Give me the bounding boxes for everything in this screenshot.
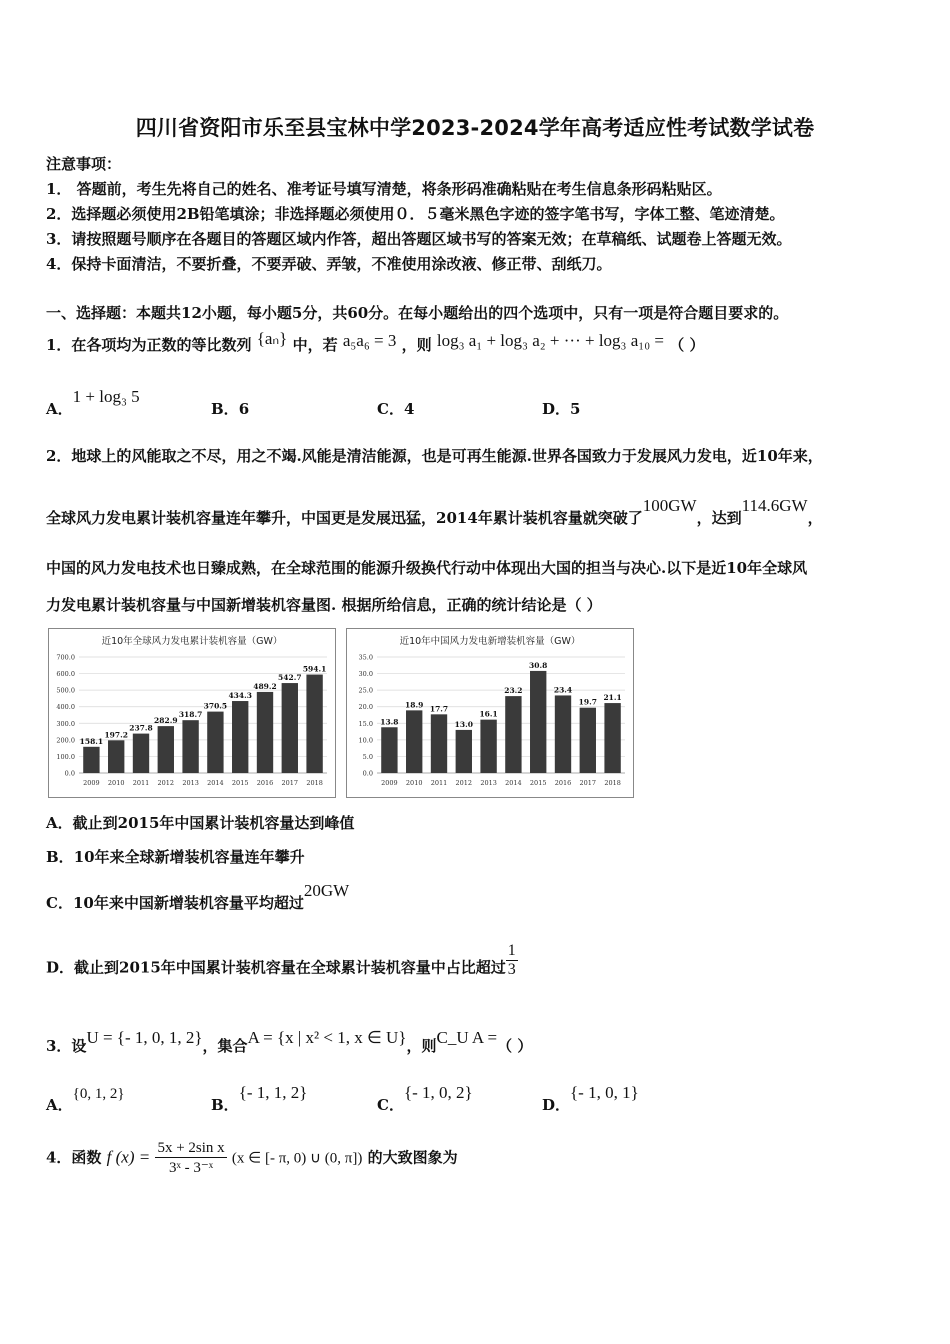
q1-option-a [46, 387, 140, 419]
q1-option-c-label: C． [377, 400, 404, 418]
data-label-2017: 19.7 [578, 697, 597, 707]
q3-option-d [542, 1083, 639, 1115]
q2-value-114gw: 114.6GW [741, 496, 808, 515]
data-label-2011: 237.8 [129, 723, 153, 733]
bar-2010 [406, 710, 422, 773]
x-tick-label: 2014 [207, 779, 224, 787]
q1-option-d-text: 5 [570, 400, 581, 418]
q1-option-a-text: 1 + log₃ 5 [72, 387, 140, 406]
q1-option-b-text: 6 [238, 400, 250, 418]
y-tick-label: 500.0 [56, 686, 75, 695]
q3-prefix: 3．设 [46, 1037, 87, 1055]
y-tick-label: 10.0 [358, 736, 373, 745]
x-tick-label: 2011 [430, 779, 448, 787]
x-tick-label: 2016 [256, 779, 274, 787]
x-tick-label: 2009 [381, 779, 398, 787]
q2-option-d-fraction [506, 942, 518, 979]
q2-option-c-text: 10年来中国新增装机容量平均超过 [72, 894, 304, 912]
y-tick-label: 35.0 [358, 653, 373, 662]
q1-option-c [377, 398, 414, 419]
q3-set-a: A = {x | x² < 1, x ∈ U} [247, 1028, 407, 1047]
q3-option-a [46, 1086, 125, 1115]
q3-mid: ，集合 [202, 1037, 248, 1055]
chart-global-cumulative [48, 628, 336, 798]
q2-option-c [46, 881, 350, 913]
bar-2011 [431, 714, 447, 773]
q2-option-c-math: 20GW [303, 881, 350, 900]
x-tick-label: 2013 [182, 779, 199, 787]
fraction-numerator: 1 [507, 942, 516, 959]
q1-option-c-text: 4 [403, 400, 415, 418]
question-3 [46, 1028, 533, 1056]
x-tick-label: 2015 [231, 779, 249, 787]
bar-2013 [182, 720, 198, 773]
bar-2013 [480, 720, 496, 773]
data-label-2013: 318.7 [178, 710, 203, 720]
q2-line-2b: ，达到 [696, 509, 742, 527]
y-tick-label: 100.0 [56, 752, 75, 761]
bar-2009 [381, 727, 397, 773]
y-tick-label: 0.0 [64, 769, 75, 778]
x-tick-label: 2009 [83, 779, 100, 787]
q4-numerator: 5x + 2sin x [157, 1140, 225, 1156]
bar-2010 [108, 740, 124, 773]
x-tick-label: 2012 [455, 779, 473, 787]
q1-sequence: {aₙ} [256, 329, 288, 348]
data-label-2018: 21.1 [603, 693, 622, 703]
x-tick-label: 2011 [132, 779, 150, 787]
q3-option-a-text: {0, 1, 2} [72, 1086, 125, 1102]
y-tick-label: 20.0 [358, 703, 373, 712]
question-1 [46, 329, 705, 355]
bar-2017 [282, 683, 298, 773]
x-tick-label: 2012 [157, 779, 175, 787]
q2-option-a [46, 812, 354, 833]
q2-option-d [46, 942, 518, 987]
notice-heading: 注意事项： [46, 155, 122, 173]
data-label-2012: 282.9 [154, 716, 178, 726]
y-tick-label: 400.0 [56, 703, 75, 712]
bar-2014 [505, 696, 521, 773]
bar-2015 [530, 671, 546, 773]
q3-option-d-text: {- 1, 0, 1} [570, 1083, 639, 1102]
q1-option-b-label: B． [211, 400, 239, 418]
bar-2016 [555, 695, 571, 773]
q4-domain: (x ∈ [- π, 0) ∪ (0, π]) [231, 1150, 363, 1167]
data-label-2015: 30.8 [529, 660, 548, 670]
q2-option-b [46, 846, 305, 867]
q3-option-b-label: B． [211, 1096, 239, 1114]
q3-option-c-text: {- 1, 0, 2} [403, 1083, 473, 1102]
q1-expression: log₃ a₁ + log₃ a₂ + ··· + log₃ a₁₀ = [436, 331, 664, 350]
q2-line-4: 力发电累计装机容量与中国新增装机容量图. 根据所给信息，正确的统计结论是（ ） [46, 596, 602, 614]
q2-value-100gw: 100GW [642, 496, 697, 515]
bar-2012 [456, 730, 472, 773]
y-tick-label: 15.0 [358, 719, 373, 728]
q3-option-b [211, 1083, 308, 1115]
y-tick-label: 700.0 [56, 653, 75, 662]
data-label-2015: 434.3 [228, 691, 252, 701]
q3-set-u: U = {- 1, 0, 1, 2} [86, 1028, 203, 1047]
chart-global-svg [49, 629, 335, 797]
notice-item-4: 4．保持卡面清洁，不要折叠，不要弄破、弄皱，不准使用涂改液、修正带、刮纸刀。 [46, 255, 612, 273]
data-label-2013: 16.1 [479, 709, 498, 719]
q3-option-b-text: {- 1, 1, 2} [238, 1083, 308, 1102]
x-tick-label: 2010 [107, 779, 125, 787]
y-tick-label: 600.0 [56, 670, 75, 679]
q1-suffix: （ ） [669, 336, 705, 354]
data-label-2009: 13.8 [380, 717, 399, 727]
section-heading: 一、选择题：本题共12小题，每小题5分，共60分。在每小题给出的四个选项中，只有一项是符合题目要求的。 [46, 304, 789, 322]
q2-option-d-label: D． [46, 958, 75, 977]
x-tick-label: 2010 [405, 779, 423, 787]
q2-option-b-label: B． [46, 848, 74, 866]
data-label-2014: 370.5 [203, 701, 228, 711]
x-tick-label: 2016 [554, 779, 572, 787]
y-tick-label: 200.0 [56, 736, 75, 745]
notice-item-2: 2．选择题必须使用2B铅笔填涂；非选择题必须使用０．５毫米黑色字迹的签字笔书写，字体工整、笔迹清楚。 [46, 205, 785, 223]
x-tick-label: 2015 [529, 779, 547, 787]
q1-option-d-label: D． [542, 400, 571, 418]
x-tick-label: 2014 [505, 779, 522, 787]
page-title: 四川省资阳市乐至县宝林中学2023-2024学年高考适应性考试数学试卷 [135, 116, 815, 140]
bar-2017 [580, 708, 596, 773]
x-tick-label: 2017 [281, 779, 299, 787]
data-label-2010: 18.9 [405, 700, 424, 710]
chart-china-new [346, 628, 634, 798]
bar-2014 [207, 712, 223, 773]
q1-condition: a₅a₆ = 3 [342, 331, 397, 350]
notice-item-1: 1． 答题前，考生先将自己的姓名、准考证号填写清楚，将条形码准确粘贴在考生信息条形码粘贴区。 [46, 180, 722, 198]
q4-suffix: 的大致图象为 [367, 1148, 458, 1167]
bar-2011 [133, 734, 149, 773]
q2-option-c-label: C． [46, 894, 73, 912]
q1-then: ，则 [401, 336, 432, 354]
data-label-2016: 23.4 [553, 685, 573, 695]
y-tick-label: 0.0 [362, 769, 373, 778]
q2-line-2c: ， [807, 509, 823, 527]
bar-2012 [158, 726, 174, 773]
q3-suffix: （ ） [497, 1037, 533, 1055]
q1-option-d [542, 398, 580, 419]
data-label-2010: 197.2 [104, 730, 128, 740]
y-tick-label: 25.0 [358, 686, 373, 695]
q2-line-1: 2．地球上的风能取之不尽，用之不竭.风能是清洁能源，也是可再生能源.世界各国致力于发展风力发电，近10年来， [46, 447, 823, 465]
question-4 [46, 1140, 458, 1177]
q4-denominator: 3ˣ - 3⁻ˣ [169, 1160, 214, 1176]
bar-2018 [306, 675, 322, 773]
x-tick-label: 2018 [604, 779, 621, 787]
x-tick-label: 2018 [306, 779, 323, 787]
q1-prefix: 1．在各项均为正数的等比数列 [46, 336, 252, 354]
y-tick-label: 30.0 [358, 670, 373, 679]
q1-option-a-label: A． [46, 400, 73, 418]
q4-prefix: 4．函数 [46, 1148, 102, 1167]
x-tick-label: 2017 [579, 779, 597, 787]
data-label-2017: 542.7 [278, 673, 302, 683]
y-tick-label: 300.0 [56, 719, 75, 728]
q4-fraction [155, 1140, 226, 1177]
data-label-2009: 158.1 [79, 736, 104, 746]
q1-mid: 中，若 [292, 336, 338, 354]
chart-china-svg [347, 629, 633, 797]
bar-2018 [604, 703, 620, 773]
q3-expression: C_U A = [436, 1028, 498, 1047]
q2-option-d-text: 截止到2015年中国累计装机容量在全球累计装机容量中占比超过 [74, 958, 506, 977]
bar-2016 [257, 692, 273, 773]
q2-line-3: 中国的风力发电技术也日臻成熟，在全球范围的能源升级换代行动中体现出大国的担当与决心.以下是近10年全球风 [46, 559, 808, 577]
chart-title: 近10年全球风力发电累计装机容量（GW） [101, 636, 283, 647]
bar-2015 [232, 701, 248, 773]
data-label-2011: 17.7 [429, 704, 449, 714]
q2-option-a-label: A． [46, 814, 73, 832]
data-label-2014: 23.2 [504, 686, 523, 696]
q2-option-a-text: 截止到2015年中国累计装机容量达到峰值 [72, 814, 355, 832]
q1-option-b [211, 398, 249, 419]
q2-option-b-text: 10年来全球新增装机容量连年攀升 [73, 848, 305, 866]
data-label-2016: 489.2 [253, 681, 277, 691]
y-tick-label: 5.0 [362, 752, 373, 761]
q3-option-c-label: C． [377, 1096, 404, 1114]
q2-line-2a: 全球风力发电累计装机容量连年攀升，中国更是发展迅猛，2014年累计装机容量就突破了 [46, 509, 643, 527]
q3-option-c [377, 1083, 473, 1115]
q3-option-a-label: A． [46, 1096, 73, 1114]
fraction-denominator: 3 [507, 961, 516, 978]
q2-line-2 [46, 496, 823, 528]
q3-option-d-label: D． [542, 1096, 571, 1114]
data-label-2012: 13.0 [454, 719, 473, 729]
bar-2009 [83, 747, 99, 773]
q4-function: f (x) = [106, 1147, 151, 1167]
x-tick-label: 2013 [480, 779, 497, 787]
q3-then: ，则 [406, 1037, 437, 1055]
notice-item-3: 3．请按照题号顺序在各题目的答题区域内作答，超出答题区域书写的答案无效；在草稿纸、试题卷上答题无效。 [46, 230, 792, 248]
chart-title: 近10年中国风力发电新增装机容量（GW） [399, 636, 581, 647]
data-label-2018: 594.1 [302, 664, 327, 674]
